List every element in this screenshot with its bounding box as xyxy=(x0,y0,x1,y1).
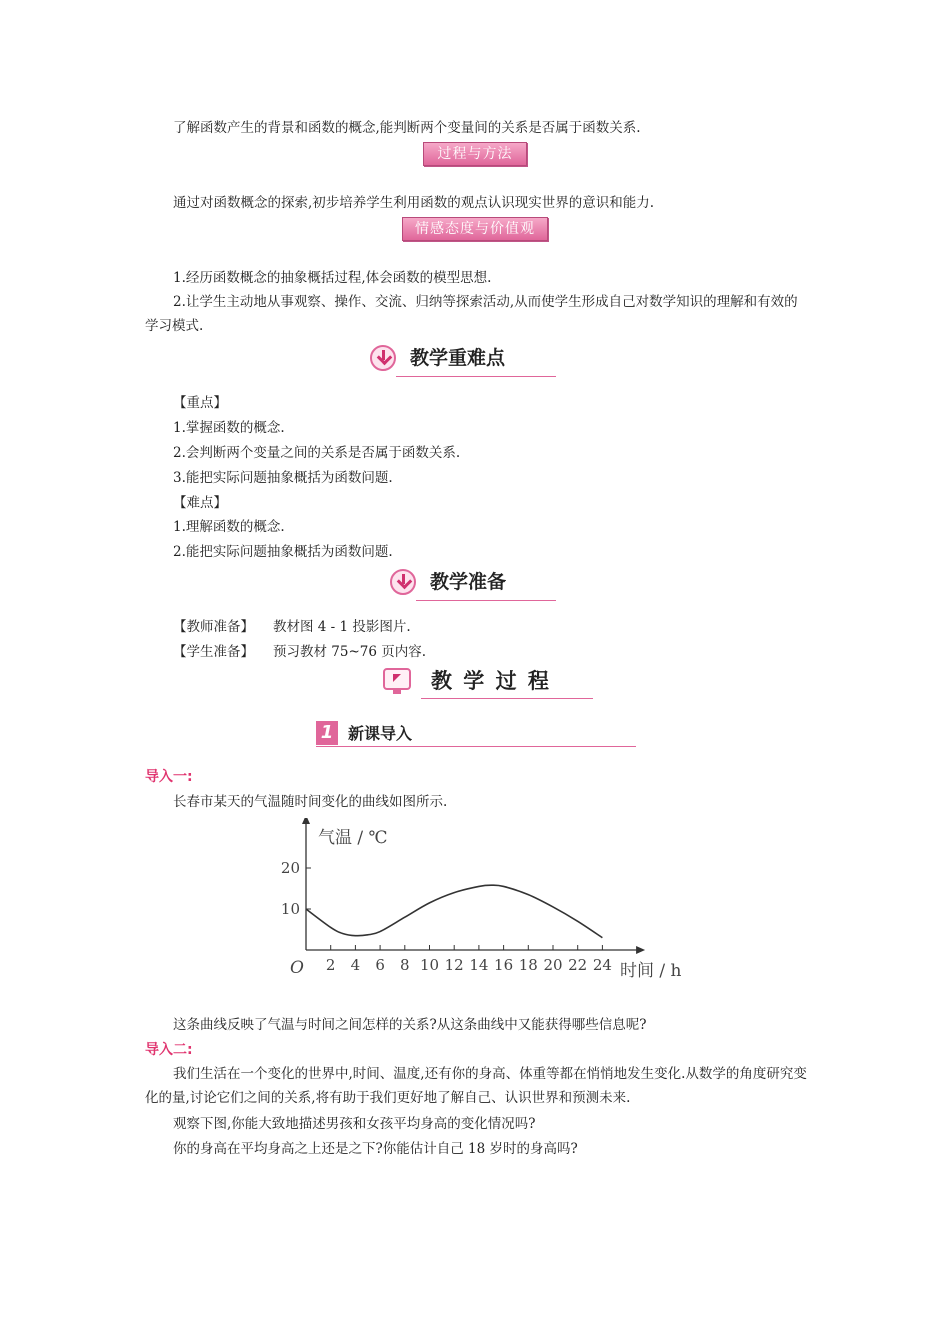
x-tick-label: 12 xyxy=(444,956,464,974)
difficulty-label: 【难点】 xyxy=(173,495,227,511)
download-icon xyxy=(370,345,396,371)
section-underline xyxy=(416,600,556,601)
emotion-item-2: 2.让学生主动地从事观察、操作、交流、归纳等探索活动,从而使学生形成自己对数学知识的理解和有效的学习模式. xyxy=(145,294,798,334)
y-axis-label: 气温 ∕ ℃ xyxy=(318,828,388,848)
temperature-chart xyxy=(278,818,698,988)
intro-1-text: 长春市某天的气温随时间变化的曲线如图所示. xyxy=(173,794,448,810)
section-teaching-process xyxy=(383,665,593,701)
section-prep xyxy=(390,567,556,601)
monitor-icon xyxy=(383,668,411,690)
section-process-title: 教 学 过 程 xyxy=(431,669,551,693)
x-tick-label: 6 xyxy=(375,956,385,974)
x-tick-label: 22 xyxy=(568,956,588,974)
difficulty-item-2: 2.能把实际问题抽象概括为函数问题. xyxy=(173,544,393,560)
section-prep-title: 教学准备 xyxy=(430,571,507,593)
teacher-prep-label: 【教师准备】 xyxy=(173,619,254,635)
section-underline xyxy=(396,376,556,377)
intro-2-label: 导入二: xyxy=(145,1042,193,1058)
y-axis-arrow xyxy=(302,818,310,824)
x-tick-label: 14 xyxy=(469,956,489,974)
cursor-icon xyxy=(393,674,401,682)
student-prep-label: 【学生准备】 xyxy=(173,644,254,660)
process-paragraph: 通过对函数概念的探索,初步培养学生利用函数的观点认识现实世界的意识和能力. xyxy=(173,195,655,211)
chart-ticks xyxy=(281,859,612,974)
x-tick-label: 10 xyxy=(419,956,440,974)
x-tick-label: 16 xyxy=(494,956,514,974)
intro-2-question-2: 你的身高在平均身高之上还是之下?你能估计自己 18 岁时的身高吗? xyxy=(173,1141,578,1157)
difficulty-item-1: 1.理解函数的概念. xyxy=(173,519,285,535)
x-tick-label: 24 xyxy=(592,956,612,974)
key-item-2: 2.会判断两个变量之间的关系是否属于函数关系. xyxy=(173,445,461,461)
x-tick-label: 8 xyxy=(400,956,410,974)
subsection-underline xyxy=(316,746,636,747)
process-method-heading: 过程与方法 xyxy=(423,142,527,166)
key-item-1: 1.掌握函数的概念. xyxy=(173,420,285,436)
key-item-3: 3.能把实际问题抽象概括为函数问题. xyxy=(173,470,393,486)
student-prep-text: 预习教材 75~76 页内容. xyxy=(273,644,427,660)
download-icon xyxy=(390,569,416,595)
teacher-prep-text: 教材图 4 - 1 投影图片. xyxy=(273,619,411,635)
x-tick-label: 18 xyxy=(518,956,538,974)
y-tick-label: 10 xyxy=(280,900,300,918)
intro-2-text: 我们生活在一个变化的世界中,时间、温度,还有你的身高、体重等都在悄悄地发生变化.从数学的角度研究变化的量,讨论它们之间的关系,将有助于我们更好地了解自己、认识世界和预测未来. xyxy=(145,1066,807,1106)
intro-1-question: 这条曲线反映了气温与时间之间怎样的关系?从这条曲线中又能获得哪些信息呢? xyxy=(173,1017,647,1033)
subsection-title: 新课导入 xyxy=(348,724,413,743)
x-axis-label: 时间 ∕ h xyxy=(620,961,682,981)
intro-2-question-1: 观察下图,你能大致地描述男孩和女孩平均身高的变化情况吗? xyxy=(173,1116,536,1132)
x-axis-arrow xyxy=(636,946,645,954)
subsection-new-lesson xyxy=(316,719,636,747)
emotion-heading: 情感态度与价值观 xyxy=(402,217,548,241)
x-tick-label: 20 xyxy=(543,956,563,974)
monitor-stand xyxy=(393,690,401,694)
section-keypoints xyxy=(370,343,556,377)
y-tick-label: 20 xyxy=(280,859,300,877)
key-label: 【重点】 xyxy=(173,395,227,411)
emotion-item-1: 1.经历函数概念的抽象概括过程,体会函数的模型思想. xyxy=(173,270,492,286)
subsection-number-badge: 1 xyxy=(316,721,338,745)
x-tick-label: 4 xyxy=(350,956,361,974)
x-tick-label: 2 xyxy=(325,956,336,974)
section-keypoints-title: 教学重难点 xyxy=(410,347,506,369)
origin-label: O xyxy=(290,958,304,978)
temperature-curve xyxy=(306,885,602,938)
intro-1-label: 导入一: xyxy=(145,769,193,785)
intro-paragraph: 了解函数产生的背景和函数的概念,能判断两个变量间的关系是否属于函数关系. xyxy=(173,120,641,136)
section-underline xyxy=(421,698,593,699)
